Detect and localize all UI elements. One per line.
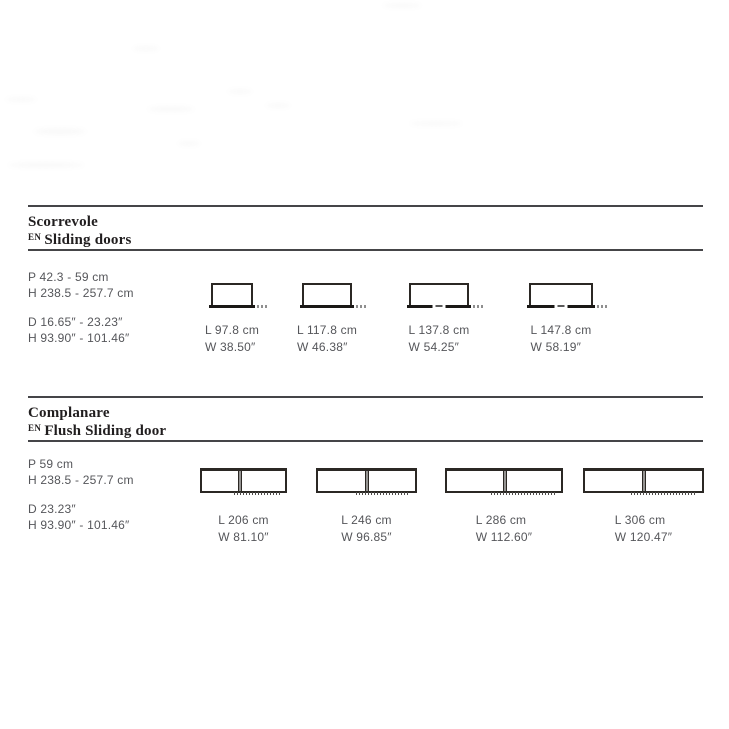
variant-width-label: W 112.60″ (475, 530, 533, 544)
variant-labels (531, 322, 592, 356)
door-divider (238, 471, 242, 491)
cabinet-outline (529, 283, 593, 305)
track-dots (257, 305, 269, 308)
section-flush-sliding-door (28, 396, 703, 568)
variant-length-label: L 147.8 cm (530, 323, 592, 337)
variant-length-label: L 137.8 cm (408, 323, 470, 337)
track-dots (356, 305, 368, 308)
spec-line: H 93.90″ - 101.46″ (28, 518, 130, 532)
scan-smudge (6, 97, 36, 102)
cabinet-diagram (211, 283, 253, 305)
track-notch (433, 305, 446, 308)
section-title: Scorrevole (28, 214, 99, 230)
section-subtitle-text: Sliding doors (44, 232, 132, 248)
cabinet-diagram (302, 283, 352, 305)
variant-cell (583, 468, 704, 546)
variant-width-label: W 96.85″ (341, 530, 392, 544)
section-title: Complanare (28, 405, 110, 421)
scan-smudge (228, 89, 252, 94)
cabinet-diagram (409, 283, 469, 305)
variant-width-label: W 120.47″ (614, 530, 673, 544)
cabinet-outline (445, 468, 563, 493)
cabinet-outline (302, 283, 352, 305)
variant-cell (445, 468, 563, 546)
variant-length-label: L 97.8 cm (204, 323, 260, 337)
spec-line: P 42.3 - 59 cm (28, 270, 109, 284)
door-divider (642, 471, 646, 491)
door-divider (365, 471, 369, 491)
variant-cell (529, 283, 593, 356)
variant-diagrams (28, 396, 703, 568)
variant-labels (205, 322, 259, 356)
variant-labels (409, 322, 470, 356)
variant-length-label: L 286 cm (475, 513, 527, 527)
spec-line: H 93.90″ - 101.46″ (28, 331, 130, 345)
base-track (209, 305, 255, 308)
variant-labels (615, 512, 672, 546)
cabinet-outline (583, 468, 704, 493)
scan-smudge (410, 121, 462, 126)
scan-smudge (178, 141, 200, 146)
spec-line: D 16.65″ - 23.23″ (28, 315, 123, 329)
scan-smudge (34, 128, 86, 135)
variant-cell (296, 283, 358, 356)
cabinet-outline (211, 283, 253, 305)
variant-labels (476, 512, 533, 546)
cabinet-diagram (445, 468, 563, 493)
spec-line: H 238.5 - 257.7 cm (28, 473, 134, 487)
variant-length-label: L 117.8 cm (296, 323, 358, 337)
track-notch (555, 305, 568, 308)
plinth-hatch (234, 492, 280, 495)
scan-smudge (133, 46, 159, 51)
plinth-hatch (491, 492, 556, 495)
variant-labels (297, 322, 357, 356)
variant-cell (316, 468, 417, 546)
language-tag: EN (28, 423, 42, 433)
track-dots (597, 305, 609, 308)
variant-width-label: W 58.19″ (530, 340, 582, 354)
variant-length-label: L 206 cm (218, 513, 269, 527)
variant-width-label: W 46.38″ (296, 340, 348, 354)
variant-cell (409, 283, 469, 356)
variant-length-label: L 246 cm (341, 513, 392, 527)
variant-length-label: L 306 cm (614, 513, 666, 527)
spec-line: P 59 cm (28, 457, 74, 471)
cabinet-outline (409, 283, 469, 305)
cabinet-diagram (316, 468, 417, 493)
plinth-hatch (631, 492, 697, 495)
language-tag: EN (28, 232, 42, 242)
variant-labels (341, 512, 392, 546)
plinth-hatch (356, 492, 410, 495)
variant-diagrams (28, 205, 703, 377)
section-sliding-doors (28, 205, 703, 377)
scan-smudge (266, 103, 290, 108)
cabinet-diagram (200, 468, 287, 493)
variant-cell (204, 283, 260, 356)
cabinet-diagram (583, 468, 704, 493)
door-divider (503, 471, 507, 491)
variant-labels (218, 512, 269, 546)
variant-cell (200, 468, 287, 546)
cabinet-outline (200, 468, 287, 493)
variant-width-label: W 38.50″ (204, 340, 256, 354)
section-subtitle-text: Flush Sliding door (44, 423, 167, 439)
variant-width-label: W 81.10″ (218, 530, 269, 544)
cabinet-outline (316, 468, 417, 493)
scan-smudge (8, 162, 84, 168)
spec-line: D 23.23″ (28, 502, 76, 516)
base-track (300, 305, 354, 308)
cabinet-diagram (529, 283, 593, 305)
variant-width-label: W 54.25″ (408, 340, 460, 354)
scan-smudge (383, 3, 421, 8)
spec-line: H 238.5 - 257.7 cm (28, 286, 134, 300)
track-dots (473, 305, 485, 308)
scan-smudge (148, 106, 194, 112)
